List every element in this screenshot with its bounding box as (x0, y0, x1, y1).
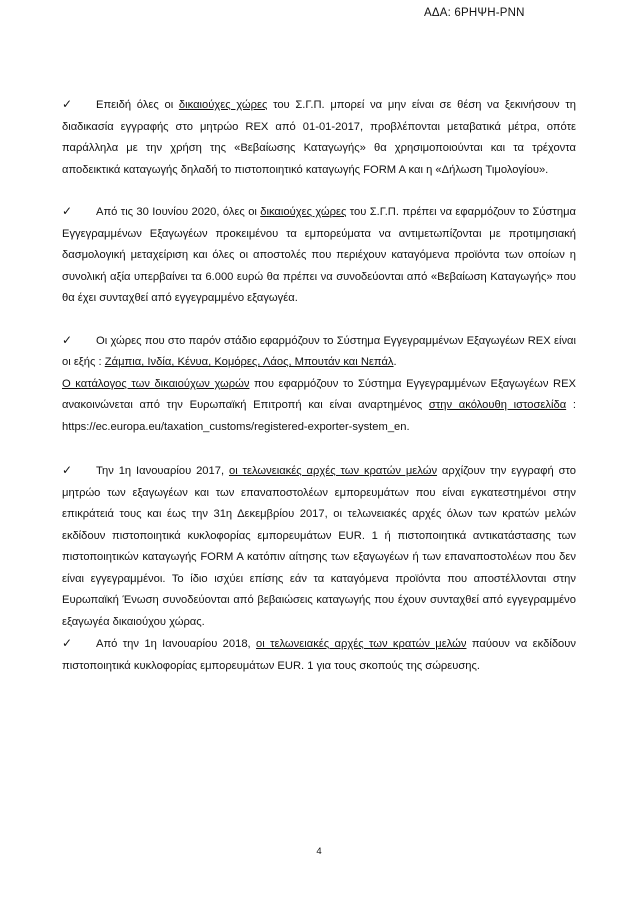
page-number: 4 (316, 846, 322, 857)
paragraph-rex-countries: ✓ Οι χώρες που στο παρόν στάδιο εφαρμόζουν το Σύστημα Εγγεγραμμένων Εξαγωγέων REX είναι οι εξής : Ζάμπια, Ινδία, Κένυα, Κομόρες, Λάος, Μπουτάν και Νεπάλ. (62, 330, 576, 374)
paragraph-january-2018: ✓ Από την 1η Ιανουαρίου 2018, οι τελωνειακές αρχές των κρατών μελών παύουν να εκδίδουν πιστοποιητικά κυκλοφορίας εμπορευμάτων EUR. 1 για τους σκοπούς της σώρευσης. (62, 633, 576, 677)
website-url: : https://ec.europa.eu/taxation_customs/registered-exporter-system_en. (62, 399, 576, 433)
paragraph-beneficiary-list: Ο κατάλογος των δικαιούχων χωρών που εφαρμόζουν το Σύστημα Εγγεγραμμένων Εξαγωγέων REX ανακοινώνεται από την Ευρωπαϊκή Επιτροπή και είναι αναρτημένος στην ακόλουθη ιστοσελίδα : https://ec.europa.eu/taxation_customs/registered-exporter-system_en. (62, 377, 576, 433)
underlined-phrase: δικαιούχες χώρες (178, 99, 268, 111)
paragraph-january-2017: ✓ Την 1η Ιανουαρίου 2017, οι τελωνειακές αρχές των κρατών μελών αρχίζουν την εγγραφή στο μητρώο των εξαγωγέων και των επαναποστολέων εμπορευμάτων που είναι εγκατεστημένοι στην επικράτειά τους και έως την 31η Δεκεμβρίου 2017, οι τελωνειακές αρχές όλων των κρατών μελών εκδίδουν πιστοποιητικά κυκλοφορίας εμπορευμάτων EUR. 1 ή πιστοποιητικά αντικατάστασης των πιστοποιητικών καταγωγής FORM A κατόπιν αίτησης των εξαγωγέων ή των επαναποστολέων που δεν είναι εγγεγραμμένοι. Το ίδιο ισχύει επίσης εάν τα καταγόμενα προϊόντα που αποστέλλονται στην Ευρωπαϊκή Ένωση συνοδεύονται από βεβαιώσεις καταγωγής που έχουν συνταχθεί από εγγεγραμμένο εξαγωγέα δικαιούχου χώρας. (62, 460, 576, 633)
country-list: Ζάμπια, Ινδία, Κένυα, Κομόρες, Λάος, Μπουτάν και Νεπάλ (104, 356, 394, 368)
underlined-phrase: δικαιούχες χώρες (260, 206, 347, 218)
underlined-phrase: οι τελωνειακές αρχές των κρατών μελών (228, 465, 438, 477)
document-body (62, 94, 576, 677)
underlined-phrase: οι τελωνειακές αρχές των κρατών μελών (256, 638, 467, 650)
check-icon: ✓ (62, 636, 73, 650)
paragraph-june-2020: ✓ Από τις 30 Ιουνίου 2020, όλες οι δικαιούχες χώρες του Σ.Γ.Π. πρέπει να εφαρμόζουν το Σύστημα Εγγεγραμμένων Εξαγωγέων προκειμένου τα εμπορεύματα να αντιμετωπίζονται με προτιμησιακή δασμολογική μεταχείριση και όλες οι αποστολές που περιέχουν καταγόμενα προϊόντα των οποίων η συνολική αξία υπερβαίνει τα 6.000 ευρώ θα πρέπει να συνοδεύονται από «Βεβαίωση Καταγωγής» που θα έχει συνταχθεί από εγγεγραμμένο εξαγωγέα. (62, 201, 576, 310)
website-reference: στην ακόλουθη ιστοσελίδα (428, 399, 567, 411)
check-icon: ✓ (62, 204, 73, 218)
check-icon: ✓ (62, 332, 73, 347)
underlined-phrase: Ο κατάλογος των δικαιούχων χωρών (62, 377, 250, 390)
check-icon: ✓ (62, 463, 73, 477)
paragraph-transitional-measures: ✓ Επειδή όλες οι δικαιούχες χώρες του Σ.Γ.Π. μπορεί να μην είναι σε θέση να ξεκινήσουν τη διαδικασία εγγραφής στο μητρώο REX από 01-01-2017, προβλέπονται μεταβατικά μέτρα, οπότε παράλληλα με την χρήση της «Βεβαίωσης Καταγωγής» θα χρησιμοποιούνται και τα τρέχοντα αποδεικτικά καταγωγής δηλαδή το πιστοποιητικό καταγωγής FORM A και η «Δήλωση Τιμολογίου». (62, 94, 576, 181)
check-icon: ✓ (62, 97, 73, 111)
ada-header: ΑΔΑ: 6ΡΗΨΗ-ΡΝΝ (424, 7, 525, 19)
